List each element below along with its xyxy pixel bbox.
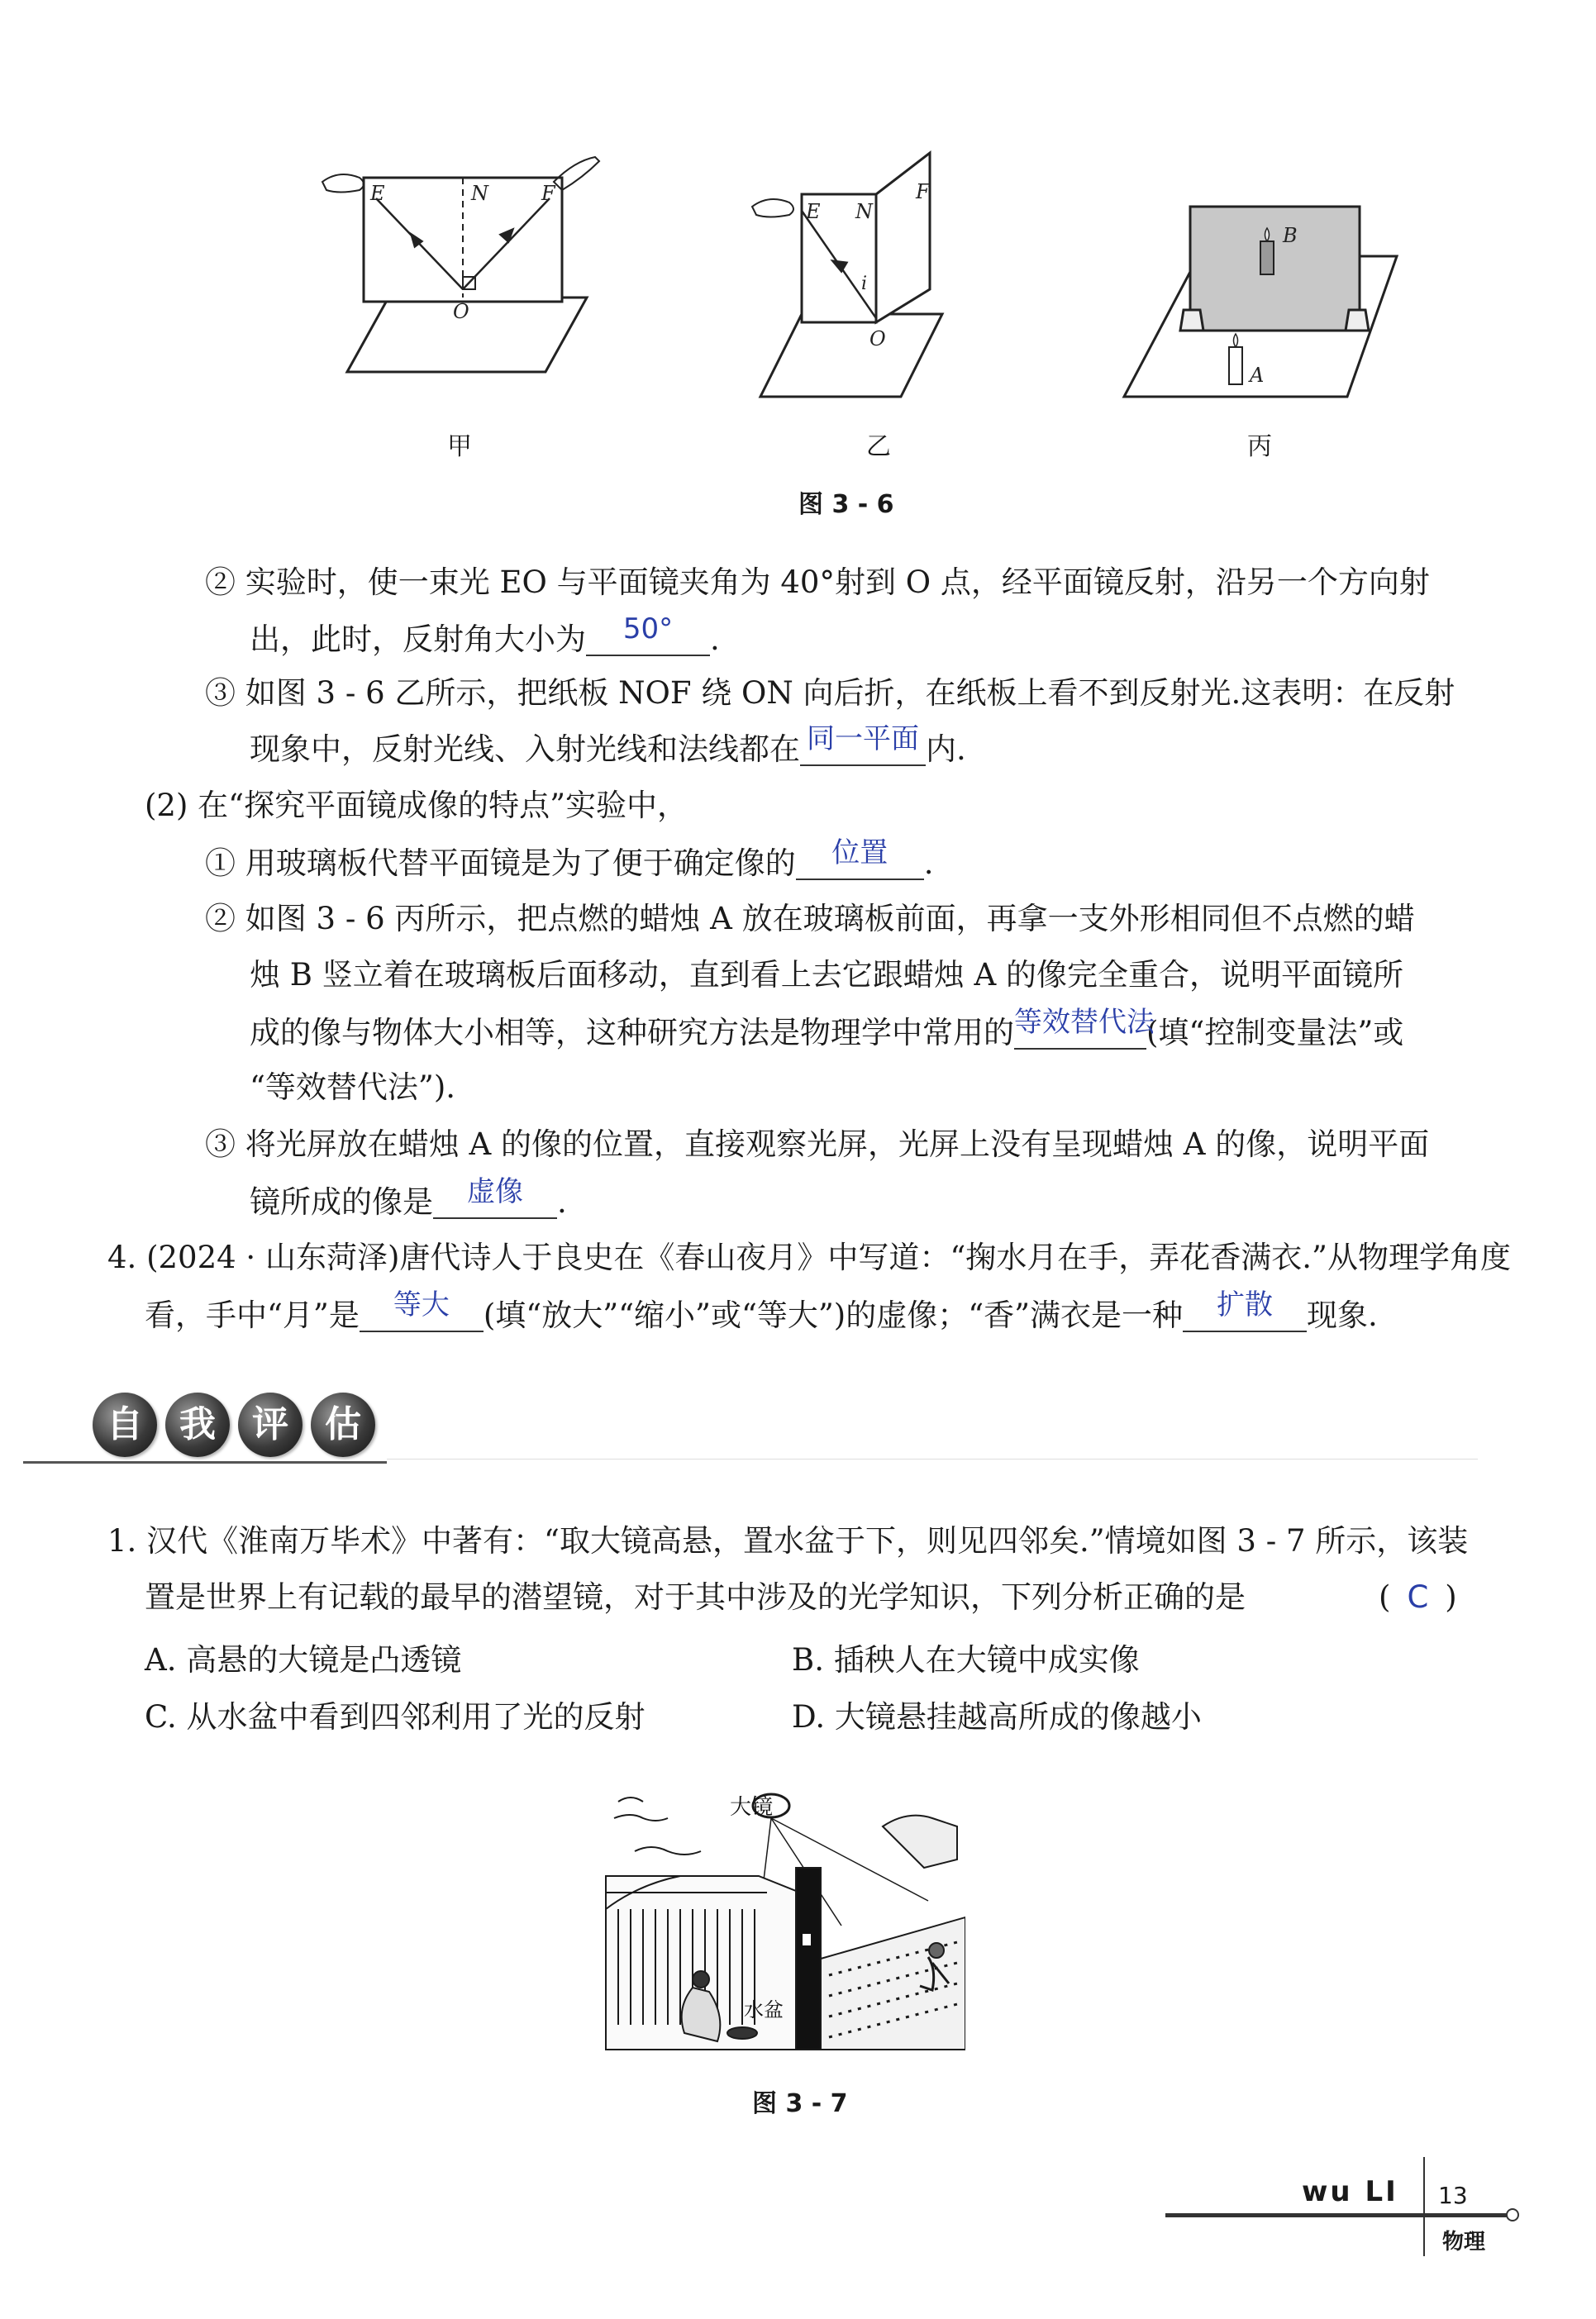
q3-2-item3-line2 (250, 1175, 567, 1220)
figure-3-7 (602, 1777, 965, 2058)
jia-letter-n: N (471, 182, 488, 205)
panel-label-jia: 甲 (447, 432, 472, 461)
q3-2-item1 (205, 836, 934, 881)
answer-blank-position (796, 836, 924, 880)
q3-2-heading: (2) 在“探究平面镜成像的特点”实验中， (145, 788, 688, 823)
footer-rule (1165, 2213, 1508, 2217)
section-divider (23, 1461, 387, 1464)
q3-1-item2-line2 (250, 612, 720, 657)
answer-reflection-angle: 50° (622, 612, 674, 645)
answer-diffusion: 扩散 (1217, 1288, 1274, 1321)
page-number: 13 (1438, 2182, 1468, 2209)
figure-yi (752, 153, 942, 397)
yi-letter-f: F (916, 180, 930, 203)
jia-letter-e: E (370, 182, 385, 205)
yi-letter-o: O (869, 327, 886, 350)
option-b: B. 插秧人在大镜中成实像 (792, 1642, 1140, 1678)
figure-3-7-caption: 图 3 - 7 (752, 2089, 848, 2118)
self-q1-answer: C (1407, 1579, 1429, 1615)
q3-2-item2-line2: 烛 B 竖立着在玻璃板后面移动，直到看上去它跟蜡烛 A 的像完全重合，说明平面镜所 (250, 957, 1403, 993)
figure-3-6 (306, 149, 1430, 421)
self-q1-line1: 1. 汉代《淮南万毕术》中著有：“取大镜高悬，置水盆于下，则见四邻矣.”情境如图 3 - 7 所示，该装 (107, 1523, 1469, 1559)
self-q1-answer-paren (1379, 1581, 1457, 1614)
q3-2-item3-line1: ③ 将光屏放在蜡烛 A 的像的位置，直接观察光屏，光屏上没有呈现蜡烛 A 的像，说明平面 (205, 1126, 1430, 1162)
q4-part2: (填“放大”“缩小”或“等大”)的虚像；“香”满衣是一种 (483, 1298, 1184, 1333)
option-d: D. 大镜悬挂越高所成的像越小 (792, 1699, 1202, 1735)
section-badge-2: 我 (165, 1393, 230, 1457)
q4-part1: 看，手中“月”是 (145, 1298, 360, 1333)
q3-2-item1-prefix: ① 用玻璃板代替平面镜是为了便于确定像的 (205, 845, 796, 881)
bing-letter-a: A (1250, 364, 1265, 387)
section-badge-3: 评 (238, 1393, 303, 1457)
figure-bing (1124, 207, 1397, 397)
figure-3-6-caption: 图 3 - 6 (798, 490, 894, 519)
yi-letter-i: i (861, 274, 868, 294)
self-q1-line2: 置是世界上有记载的最早的潜望镜，对于其中涉及的光学知识，下列分析正确的是 (145, 1579, 1246, 1615)
figure-jia (322, 157, 599, 372)
answer-paren-close: ) (1445, 1579, 1457, 1615)
answer-same-plane: 同一平面 (807, 722, 919, 755)
q3-2-item2-prefix: 成的像与物体大小相等，这种研究方法是物理学中常用的 (250, 1015, 1014, 1050)
footer-subject: 物理 (1442, 2230, 1486, 2255)
option-a: A. 高悬的大镜是凸透镜 (145, 1642, 462, 1678)
section-badge-1: 自 (93, 1393, 157, 1457)
bing-letter-b: B (1283, 224, 1298, 247)
q3-2-item2-line4: “等效替代法”). (250, 1069, 456, 1105)
panel-label-bing: 丙 (1247, 432, 1272, 461)
answer-paren-open: ( (1379, 1579, 1391, 1615)
answer-blank-reflection-angle (586, 612, 710, 656)
q4-line1: 4. (2024 · 山东菏泽)唐代诗人于良史在《春山夜月》中写道：“掬水月在手，弄花香满衣.”从物理学角度 (107, 1240, 1511, 1275)
jia-letter-o: O (453, 300, 469, 323)
q3-1-item3-prefix: 现象中，反射光线、入射光线和法线都在 (250, 731, 800, 767)
option-c: C. 从水盆中看到四邻利用了光的反射 (145, 1699, 646, 1735)
q3-1-item2-suffix: . (710, 621, 720, 657)
q3-2-item1-suffix: . (923, 845, 934, 881)
q3-2-item3-suffix: . (557, 1184, 567, 1220)
q4-part3: 现象. (1307, 1298, 1378, 1333)
answer-method: 等效替代法 (1014, 1006, 1155, 1039)
answer-blank-diffusion (1183, 1288, 1307, 1332)
q3-2-item2-suffix: (填“控制变量法”或 (1146, 1015, 1404, 1050)
answer-blank-same-plane (800, 722, 926, 766)
answer-position: 位置 (831, 836, 889, 869)
footer-rule-end-icon (1506, 2208, 1519, 2221)
q4-line2 (145, 1288, 1378, 1333)
q3-2-item3-prefix: 镜所成的像是 (250, 1184, 433, 1220)
q3-1-item2-line1: ② 实验时，使一束光 EO 与平面镜夹角为 40°射到 O 点，经平面镜反射，沿另一个方向射 (205, 564, 1430, 600)
panel-label-yi: 乙 (866, 432, 891, 461)
q3-1-item3-suffix: 内. (926, 731, 966, 767)
jia-letter-f: F (541, 182, 555, 205)
q3-2-item2-line1: ② 如图 3 - 6 丙所示，把点燃的蜡烛 A 放在玻璃板前面，再拿一支外形相同但不点燃的蜡 (205, 901, 1415, 936)
q3-1-item2-prefix: 出，此时，反射角大小为 (250, 621, 586, 657)
answer-virtual-image: 虚像 (467, 1175, 523, 1208)
yi-letter-n: N (855, 200, 873, 223)
answer-equal-size: 等大 (393, 1288, 450, 1321)
q3-1-item3-line1: ③ 如图 3 - 6 乙所示，把纸板 NOF 绕 ON 向后折，在纸板上看不到反射光.这表明：在反射 (205, 675, 1455, 711)
section-badge-4: 估 (311, 1393, 375, 1457)
footer-vertical-rule (1423, 2157, 1425, 2256)
answer-blank-method (1014, 1006, 1155, 1050)
q3-2-item2-line3 (250, 1006, 1404, 1050)
footer-logo: wu LI (1302, 2175, 1398, 2208)
answer-blank-virtual-image (433, 1175, 557, 1219)
label-mirror: 大镜 (730, 1795, 774, 1820)
answer-blank-equal-size (360, 1288, 484, 1332)
label-basin: 水盆 (744, 1998, 784, 2021)
yi-letter-e: E (806, 200, 821, 223)
q3-1-item3-line2 (250, 722, 966, 767)
